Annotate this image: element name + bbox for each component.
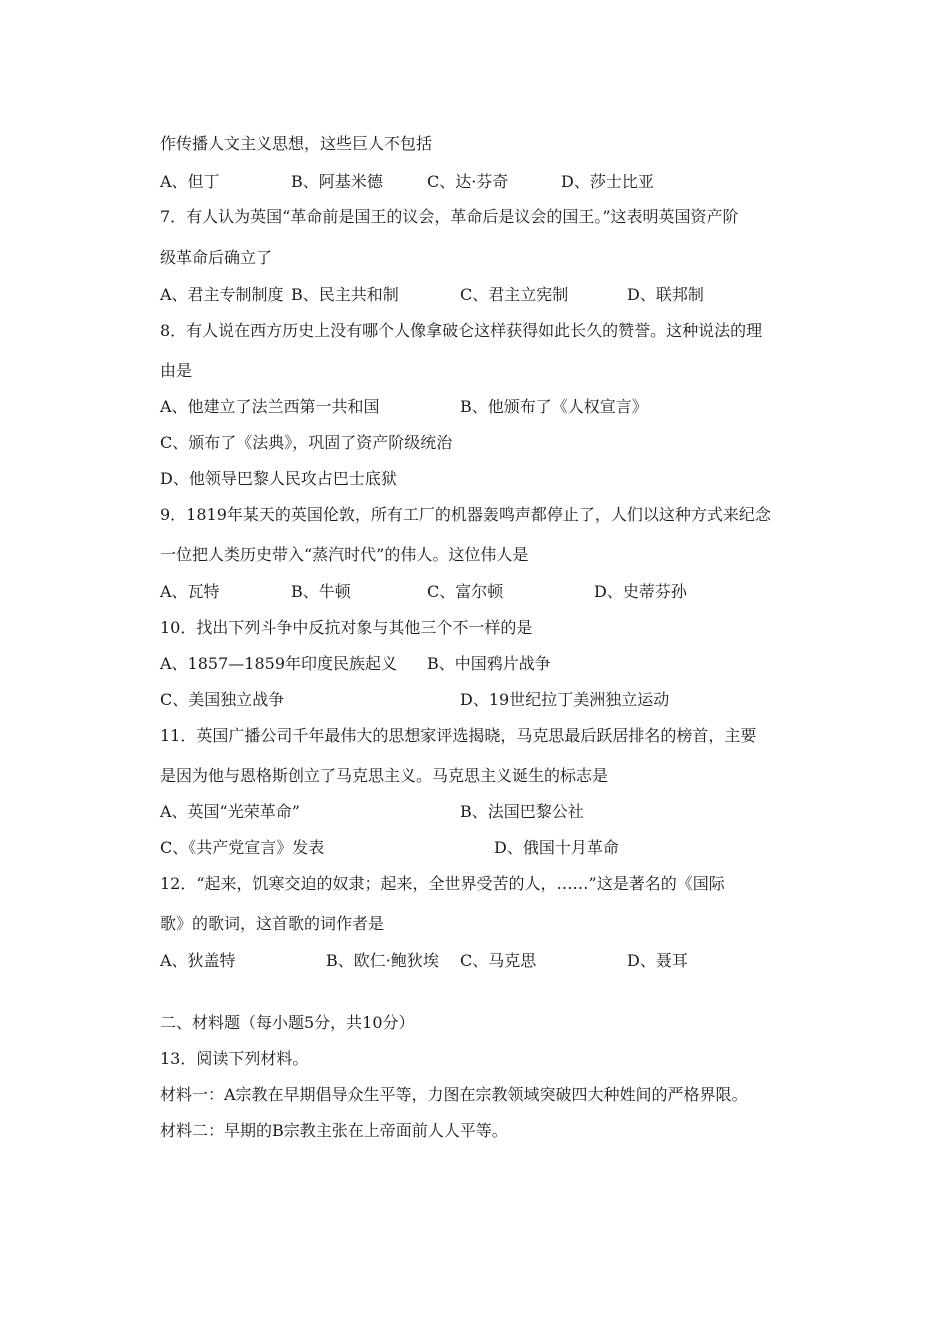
- q11-stem-line2: 是因为他与恩格斯创立了马克思主义。马克思主义诞生的标志是: [160, 766, 609, 785]
- q9-option-a: A、瓦特: [160, 582, 220, 601]
- q8-option-a: A、他建立了法兰西第一共和国: [160, 397, 380, 416]
- q10-option-c: C、美国独立战争: [160, 690, 285, 709]
- q6-option-b: B、阿基米德: [291, 172, 383, 191]
- q7-stem-line2: 级革命后确立了: [160, 248, 273, 267]
- q11-option-d: D、俄国十月革命: [494, 838, 619, 857]
- q8-option-c: C、颁布了《法典》，巩固了资产阶级统治: [160, 433, 453, 452]
- q8-option-b: B、他颁布了《人权宣言》: [460, 397, 648, 416]
- q11-option-c: C、《共产党宣言》发表: [160, 838, 325, 857]
- q6-continuation: 作传播人文主义思想，这些巨人不包括: [160, 134, 433, 153]
- q7-option-b: B、民主共和制: [291, 285, 399, 304]
- q12-option-c: C、马克思: [460, 951, 537, 970]
- q6-option-c: C、达·芬奇: [427, 172, 509, 191]
- q9-option-d: D、史蒂芬孙: [594, 582, 687, 601]
- q9-stem-line2: 一位把人类历史带入“蒸汽时代”的伟人。这位伟人是: [160, 545, 529, 564]
- q6-option-d: D、莎士比亚: [561, 172, 654, 191]
- q9-option-c: C、富尔顿: [427, 582, 504, 601]
- q7-option-c: C、君主立宪制: [460, 285, 569, 304]
- q10-option-b: B、中国鸦片战争: [427, 654, 551, 673]
- q7-option-a: A、君主专制制度: [160, 285, 284, 304]
- q10-option-a: A、1857—1859年印度民族起义: [160, 654, 397, 673]
- section2-heading: 二、材料题（每小题5分，共10分）: [160, 1013, 415, 1032]
- q12-stem-line1: 12．“起来，饥寒交迫的奴隶；起来，全世界受苦的人，……”这是著名的《国际: [160, 874, 725, 893]
- q8-stem-line1: 8．有人说在西方历史上没有哪个人像拿破仑这样获得如此长久的赞誉。这种说法的理: [160, 321, 763, 340]
- q11-option-b: B、法国巴黎公社: [460, 802, 584, 821]
- q7-option-d: D、联邦制: [627, 285, 704, 304]
- q8-stem-line2: 由是: [160, 361, 193, 380]
- q10-stem: 10．找出下列斗争中反抗对象与其他三个不一样的是: [160, 618, 533, 637]
- q12-option-d: D、聂耳: [627, 951, 688, 970]
- q13-stem: 13．阅读下列材料。: [160, 1049, 309, 1068]
- q12-stem-line2: 歌》的歌词，这首歌的词作者是: [160, 914, 385, 933]
- q7-stem-line1: 7．有人认为英国“革命前是国王的议会，革命后是议会的国王。”这表明英国资产阶: [160, 207, 739, 226]
- q6-option-a: A、但丁: [160, 172, 220, 191]
- q12-option-a: A、狄盖特: [160, 951, 236, 970]
- q13-material-1: 材料一：A宗教在早期倡导众生平等，力图在宗教领域突破四大种姓间的严格界限。: [160, 1085, 748, 1104]
- q10-option-d: D、19世纪拉丁美洲独立运动: [460, 690, 670, 709]
- q9-option-b: B、牛顿: [291, 582, 351, 601]
- q13-material-2: 材料二：早期的B宗教主张在上帝面前人人平等。: [160, 1121, 508, 1140]
- q12-option-b: B、欧仁·鲍狄埃: [326, 951, 439, 970]
- q8-option-d: D、他领导巴黎人民攻占巴士底狱: [160, 469, 397, 488]
- q11-option-a: A、英国“光荣革命”: [160, 802, 300, 821]
- q9-stem-line1: 9．1819年某天的英国伦敦，所有工厂的机器轰鸣声都停止了，人们以这种方式来纪念: [160, 505, 771, 524]
- q11-stem-line1: 11．英国广播公司千年最伟大的思想家评选揭晓，马克思最后跃居排名的榜首，主要: [160, 726, 757, 745]
